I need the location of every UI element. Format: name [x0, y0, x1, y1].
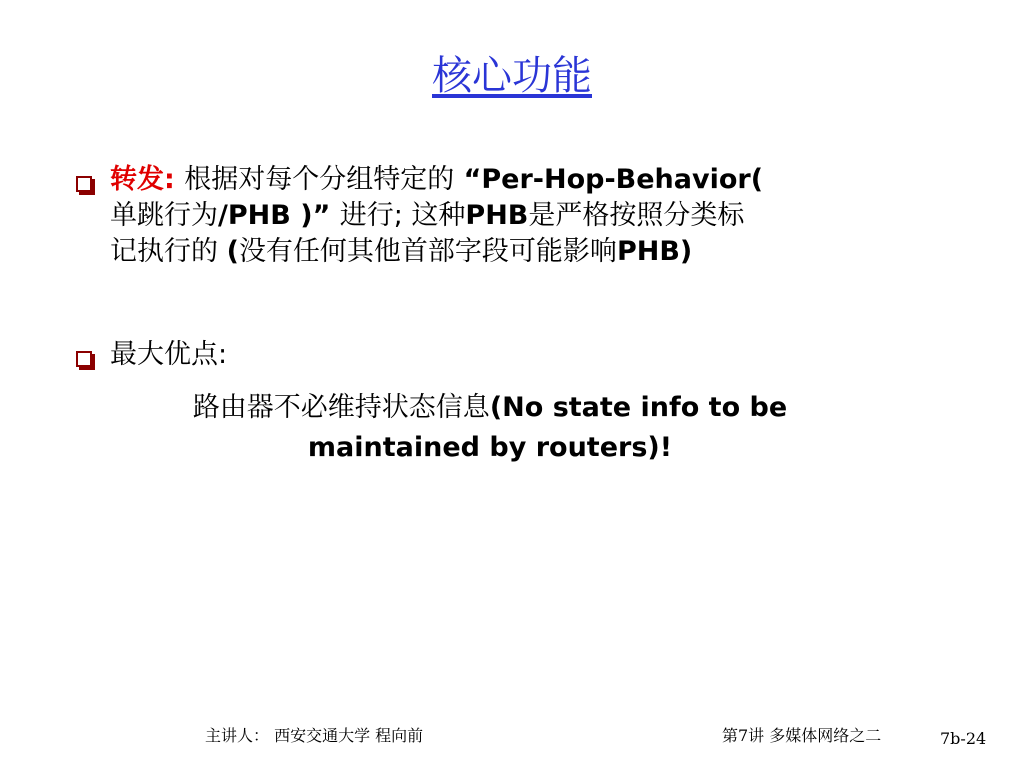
forwarding-label: 转发: [110, 164, 175, 195]
slide-title: 核心功能 [432, 53, 592, 99]
advantage-detail [60, 388, 920, 468]
bullet-forwarding-line-2 [110, 198, 763, 234]
phb-en: /PHB )” [218, 200, 340, 231]
phb-proceeds-zh: 进行; 这种 [339, 200, 466, 231]
phb-term: PHB [465, 200, 529, 231]
forwarding-desc-zh: 根据对每个分组特定的 [184, 164, 455, 195]
forwarding-desc-en: “Per-Hop-Behavior( [454, 164, 764, 195]
bullet-forwarding [110, 162, 763, 270]
bullet-forwarding-line-1 [110, 162, 763, 198]
phb-zh: 单跳行为 [110, 200, 218, 231]
advantage-label: 最大优点: [110, 339, 228, 370]
footer-presenter: 主讲人： 西安交通大学 程向前 [205, 726, 424, 745]
bullet-checkbox-icon [76, 176, 92, 192]
no-other-header-zh: 没有任何其他首部字段可能影响 [238, 236, 617, 267]
footer-page-number: 7b-24 [940, 729, 987, 748]
paren-open: ( [226, 236, 239, 267]
bullet-checkbox-icon [76, 351, 92, 367]
phb-classification-zh: 是严格按照分类标 [528, 200, 745, 231]
advantage-line-2: maintained by routers)! [307, 432, 673, 463]
bullet-advantage [110, 337, 227, 373]
phb-close: PHB) [616, 236, 693, 267]
mark-exec-zh: 记执行的 [110, 236, 227, 267]
footer-lecture: 第7讲 多媒体网络之二 [722, 726, 882, 745]
advantage-en: (No state info to be [489, 392, 788, 423]
advantage-line-1 [60, 388, 920, 428]
bullet-forwarding-line-3 [110, 234, 763, 270]
advantage-zh: 路由器不必维持状态信息 [192, 392, 490, 423]
